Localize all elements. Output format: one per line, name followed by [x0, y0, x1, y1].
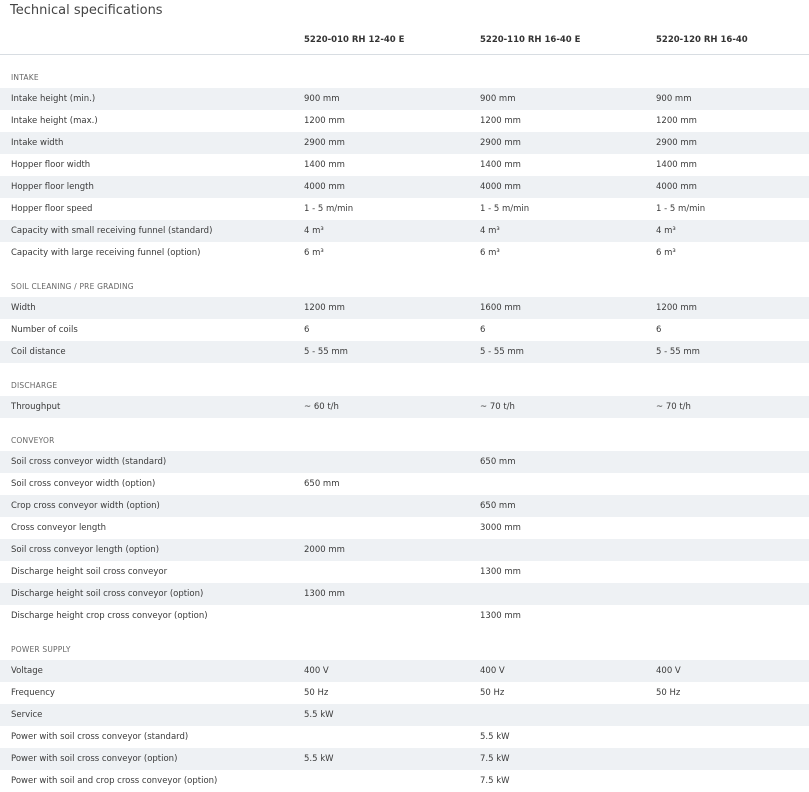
row-label: Intake width [11, 138, 64, 148]
row-label: Cross conveyor length [11, 523, 107, 533]
row-value-model-2: 650 mm [480, 501, 516, 511]
table-row [0, 88, 809, 110]
row-value-model-1: 4000 mm [304, 182, 345, 192]
section-heading [0, 418, 809, 451]
row-value-model-2: 50 Hz [480, 688, 505, 698]
page-title: Technical specifications [10, 3, 163, 18]
row-value-model-3: 1200 mm [656, 303, 697, 313]
table-row [0, 154, 809, 176]
row-value-model-1: 650 mm [304, 479, 340, 489]
table-row [0, 583, 809, 605]
row-value-model-3: ~ 70 t/h [656, 402, 691, 412]
section-heading [0, 55, 809, 88]
table-row [0, 770, 809, 792]
row-value-model-1: 6 [304, 325, 310, 335]
row-value-model-1: 5.5 kW [304, 710, 334, 720]
row-value-model-1: 4 m³ [304, 226, 324, 236]
row-label: Soil cross conveyor width (standard) [11, 457, 167, 467]
row-value-model-2: 4000 mm [480, 182, 521, 192]
row-value-model-1: 1 - 5 m/min [304, 204, 354, 214]
row-label: Throughput [11, 402, 61, 412]
row-value-model-1: 1400 mm [304, 160, 345, 170]
table-row [0, 319, 809, 341]
row-label: Power with soil and crop cross conveyor (option) [11, 776, 218, 786]
table-row [0, 539, 809, 561]
row-value-model-3: 2900 mm [656, 138, 697, 148]
row-value-model-3: 1400 mm [656, 160, 697, 170]
section-heading-label: SOIL CLEANING / PRE GRADING [11, 282, 134, 291]
row-value-model-2: 5 - 55 mm [480, 347, 524, 357]
section-heading-label: INTAKE [11, 73, 39, 82]
row-label: Discharge height soil cross conveyor (option) [11, 589, 204, 599]
row-label: Discharge height soil cross conveyor [11, 567, 168, 577]
row-value-model-3: 1200 mm [656, 116, 697, 126]
row-value-model-2: 1600 mm [480, 303, 521, 313]
row-value-model-3: 4 m³ [656, 226, 676, 236]
table-row [0, 297, 809, 319]
row-value-model-2: 7.5 kW [480, 776, 510, 786]
row-value-model-1: 400 V [304, 666, 329, 676]
table-row [0, 176, 809, 198]
row-value-model-3: 5 - 55 mm [656, 347, 700, 357]
row-value-model-1: 1300 mm [304, 589, 345, 599]
row-value-model-2: 2900 mm [480, 138, 521, 148]
row-value-model-1: 50 Hz [304, 688, 329, 698]
header-cell-model-2: 5220-110 RH 16-40 E [480, 35, 581, 45]
section-heading [0, 627, 809, 660]
row-value-model-3: 900 mm [656, 94, 692, 104]
row-label: Hopper floor length [11, 182, 94, 192]
row-value-model-1: 6 m³ [304, 248, 324, 258]
row-value-model-3: 400 V [656, 666, 681, 676]
row-label: Width [11, 303, 36, 313]
row-value-model-1: 900 mm [304, 94, 340, 104]
table-row [0, 132, 809, 154]
table-row [0, 495, 809, 517]
row-label: Power with soil cross conveyor (option) [11, 754, 178, 764]
row-value-model-2: 900 mm [480, 94, 516, 104]
section-heading-label: CONVEYOR [11, 436, 55, 445]
row-value-model-1: 5 - 55 mm [304, 347, 348, 357]
row-value-model-2: 1 - 5 m/min [480, 204, 530, 214]
row-label: Intake height (max.) [11, 116, 98, 126]
table-row [0, 451, 809, 473]
section-heading [0, 264, 809, 297]
row-value-model-2: 1200 mm [480, 116, 521, 126]
row-label: Intake height (min.) [11, 94, 96, 104]
row-label: Hopper floor width [11, 160, 91, 170]
row-value-model-2: ~ 70 t/h [480, 402, 515, 412]
row-value-model-3: 6 m³ [656, 248, 676, 258]
row-value-model-3: 1 - 5 m/min [656, 204, 706, 214]
table-row [0, 110, 809, 132]
row-value-model-2: 5.5 kW [480, 732, 510, 742]
spec-table [0, 26, 809, 792]
row-value-model-1: 1200 mm [304, 303, 345, 313]
table-row [0, 396, 809, 418]
row-value-model-1: 2000 mm [304, 545, 345, 555]
row-value-model-2: 6 m³ [480, 248, 500, 258]
table-row [0, 748, 809, 770]
row-label: Capacity with small receiving funnel (standard) [11, 226, 213, 236]
row-value-model-1: 1200 mm [304, 116, 345, 126]
row-value-model-2: 6 [480, 325, 486, 335]
row-value-model-1: 2900 mm [304, 138, 345, 148]
row-value-model-1: 5.5 kW [304, 754, 334, 764]
row-label: Soil cross conveyor length (option) [11, 545, 160, 555]
table-row [0, 341, 809, 363]
row-value-model-2: 3000 mm [480, 523, 521, 533]
row-label: Capacity with large receiving funnel (option) [11, 248, 201, 258]
row-value-model-2: 1300 mm [480, 567, 521, 577]
table-row [0, 198, 809, 220]
table-row [0, 473, 809, 495]
row-value-model-2: 7.5 kW [480, 754, 510, 764]
section-heading [0, 363, 809, 396]
table-row [0, 517, 809, 539]
row-label: Hopper floor speed [11, 204, 93, 214]
row-value-model-1: ~ 60 t/h [304, 402, 339, 412]
header-cell-model-1: 5220-010 RH 12-40 E [304, 35, 405, 45]
table-row [0, 704, 809, 726]
row-value-model-3: 4000 mm [656, 182, 697, 192]
row-value-model-2: 1400 mm [480, 160, 521, 170]
row-value-model-2: 4 m³ [480, 226, 500, 236]
table-row [0, 220, 809, 242]
table-row [0, 660, 809, 682]
row-label: Discharge height crop cross conveyor (option) [11, 611, 208, 621]
row-label: Coil distance [11, 347, 66, 357]
table-row [0, 242, 809, 264]
header-cell-model-3: 5220-120 RH 16-40 [656, 35, 748, 45]
row-value-model-2: 650 mm [480, 457, 516, 467]
section-heading-label: POWER SUPPLY [11, 645, 71, 654]
row-value-model-3: 6 [656, 325, 662, 335]
row-label: Number of coils [11, 325, 78, 335]
table-row [0, 561, 809, 583]
table-row [0, 682, 809, 704]
section-heading-label: DISCHARGE [11, 381, 58, 390]
row-value-model-2: 400 V [480, 666, 505, 676]
row-value-model-2: 1300 mm [480, 611, 521, 621]
row-label: Service [11, 710, 43, 720]
table-header-row [0, 26, 809, 55]
row-label: Frequency [11, 688, 55, 698]
row-value-model-3: 50 Hz [656, 688, 681, 698]
table-row [0, 605, 809, 627]
row-label: Soil cross conveyor width (option) [11, 479, 156, 489]
row-label: Voltage [11, 666, 43, 676]
row-label: Power with soil cross conveyor (standard) [11, 732, 189, 742]
table-row [0, 726, 809, 748]
row-label: Crop cross conveyor width (option) [11, 501, 160, 511]
